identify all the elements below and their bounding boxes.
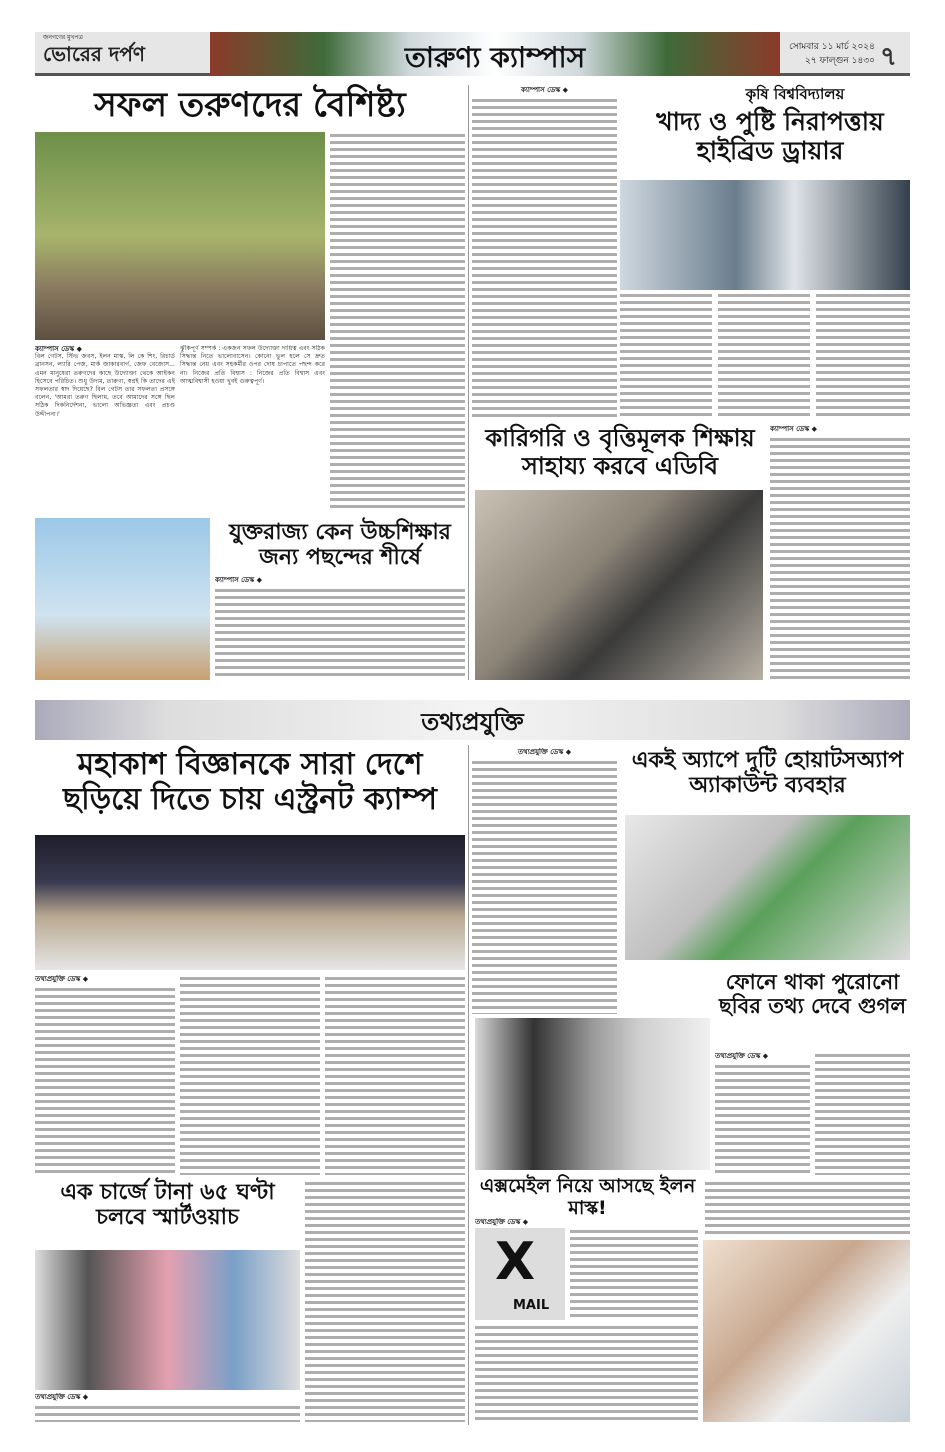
headline-xmail: এক্সমেইল নিয়ে আসছে ইলন মাস্ক! [479, 1175, 696, 1219]
article-body-column [718, 292, 810, 420]
article-body: ঝুঁকিপূর্ণ সম্পর্ক : একজন সফল উদ্যোক্তা দায়িত্ব এবং সঠিক সিদ্ধান্ত নিতে ভালোবাসেন। কোনো ভুল হলে সে দ্রুত সিদ্ধান্ত নেয় এবং সহকর্মীর ওপর দোষ চাপাতে পছন্দ করে না। নিজের প্রতি বিশ্বাস : নিজের প্রতি বিশ্বাস এবং আত্মবিশ্বাসী হওয়া খুবই গুরুত্বপূর্ণ। [180, 345, 325, 385]
headline-whatsapp: একই অ্যাপে দুটি হোয়াটসঅ্যাপ অ্যাকাউন্ট ব্যবহার [631, 748, 904, 799]
article-body-column [472, 97, 617, 420]
article-body-column [475, 1324, 698, 1422]
dryer-kicker: কৃষি বিশ্ববিদ্যালয় [745, 85, 845, 103]
article-byline: তথ্যপ্রযুক্তি ডেস্ক ◆ [715, 1052, 769, 1060]
article-byline: ক্যাম্পাস ডেস্ক ◆ [770, 425, 818, 433]
xmail-logo-image: X MAIL [475, 1228, 565, 1320]
article-body-column [35, 986, 175, 1175]
article-byline: তথ্যপ্রযুক্তি ডেস্ক ◆ [35, 975, 89, 983]
section-banner: তারুণ্য ক্যাম্পাস [210, 32, 780, 76]
article-byline: ক্যাম্পাস ডেস্ক ◆ [215, 576, 263, 584]
photo-big-ben [35, 518, 210, 680]
article-body-column [215, 587, 465, 680]
article-body-column [325, 975, 465, 1175]
headline-smartwatch: এক চার্জে টানা ৬৫ ঘণ্টা চলবে স্মার্টওয়াচ [60, 1180, 275, 1231]
tech-section-banner: তথ্যপ্রযুক্তি [35, 700, 910, 740]
article-body-column [705, 1180, 910, 1235]
article-body-column [620, 292, 712, 420]
headline-successful-youth: সফল তরুণদের বৈশিষ্ট্য [94, 85, 406, 125]
article-body-column [715, 1063, 810, 1175]
newspaper-logo: জনগণের মুখপত্র ভোরের দর্পণ [43, 34, 145, 66]
headline-google: ফোনে থাকা পুরোনো ছবির তথ্য দেবে গুগল [718, 970, 907, 1019]
article-body-column [472, 759, 617, 1014]
article-body-column [35, 1404, 300, 1422]
article-body-column [330, 132, 465, 510]
photo-astronaut-camp [35, 835, 465, 970]
article-body-column [570, 1228, 698, 1320]
article-body-column [816, 292, 910, 420]
article-byline: ক্যাম্পাস ডেস্ক ◆ [520, 86, 568, 94]
photo-vocational-training [475, 490, 763, 680]
headline-astronaut-camp: মহাকাশ বিজ্ঞানকে সারা দেশে ছড়িয়ে দিতে চায় এস্ট্রনট ক্যাম্প [62, 747, 438, 817]
page-number: ৭ [880, 42, 897, 72]
masthead [35, 32, 910, 76]
issue-date: সোমবার ১১ মার্চ ২০২৪ ২৭ ফাল্গুন ১৪৩০ [789, 42, 875, 66]
article-byline: তথ্যপ্রযুক্তি ডেস্ক ◆ [35, 1393, 89, 1401]
headline-adb: কারিগরি ও বৃত্তিমূলক শিক্ষায় সাহায্য করবে এডিবি [485, 424, 755, 480]
article-body-column [180, 975, 320, 1175]
headline-dryer: খাদ্য ও পুষ্টি নিরাপত্তায় হাইব্রিড ড্রায়ার [656, 107, 884, 165]
article-byline: তথ্যপ্রযুক্তি ডেস্ক ◆ [517, 748, 572, 756]
photo-phone-gallery [703, 1240, 910, 1422]
headline-uk: যুক্তরাজ্য কেন উচ্চশিক্ষার জন্য পছন্দের শীর্ষে [229, 520, 451, 571]
photo-elon-musk-rocket [475, 1018, 710, 1170]
article-byline: তথ্যপ্রযুক্তি ডেস্ক ◆ [475, 1218, 529, 1226]
photo-whatsapp-phone [625, 815, 910, 960]
photo-youth-group [35, 132, 325, 340]
photo-smartwatch [35, 1250, 300, 1390]
photo-dryer-event [620, 180, 910, 290]
article-body-column [305, 1180, 465, 1422]
article-body-column [770, 436, 910, 680]
article-body-column [815, 1052, 910, 1175]
article-body: ক্যাম্পাস ডেস্ক ◆ বিল গেটস, স্টিভ জবস, ইলন মাস্ক, লি কে শিং, রিচার্ড ব্রানসন, ল্যারি পেজ, মার্ক জাকারবার্গ, জেফ বেজোস... এমন মানুষেরা তরুণদের কাছে উদ্যোক্তা থেকে আইকন হিসেবে পরিচিত। শুধু উদ্যম, তারুণ্য, স্বপ্নই কি তাদের এই সফলতার স্বাদ দিয়েছে? বিল গেটস তার সফলতা প্রসঙ্গে বলেন, 'আমরা তরুণ ছিলাম, তবে আমাদের সঙ্গে ছিল সঠিক দিকনির্দেশনা, ভালো অভিজ্ঞতা এবং প্রচণ্ড উদ্দীপনা।' [35, 345, 175, 418]
